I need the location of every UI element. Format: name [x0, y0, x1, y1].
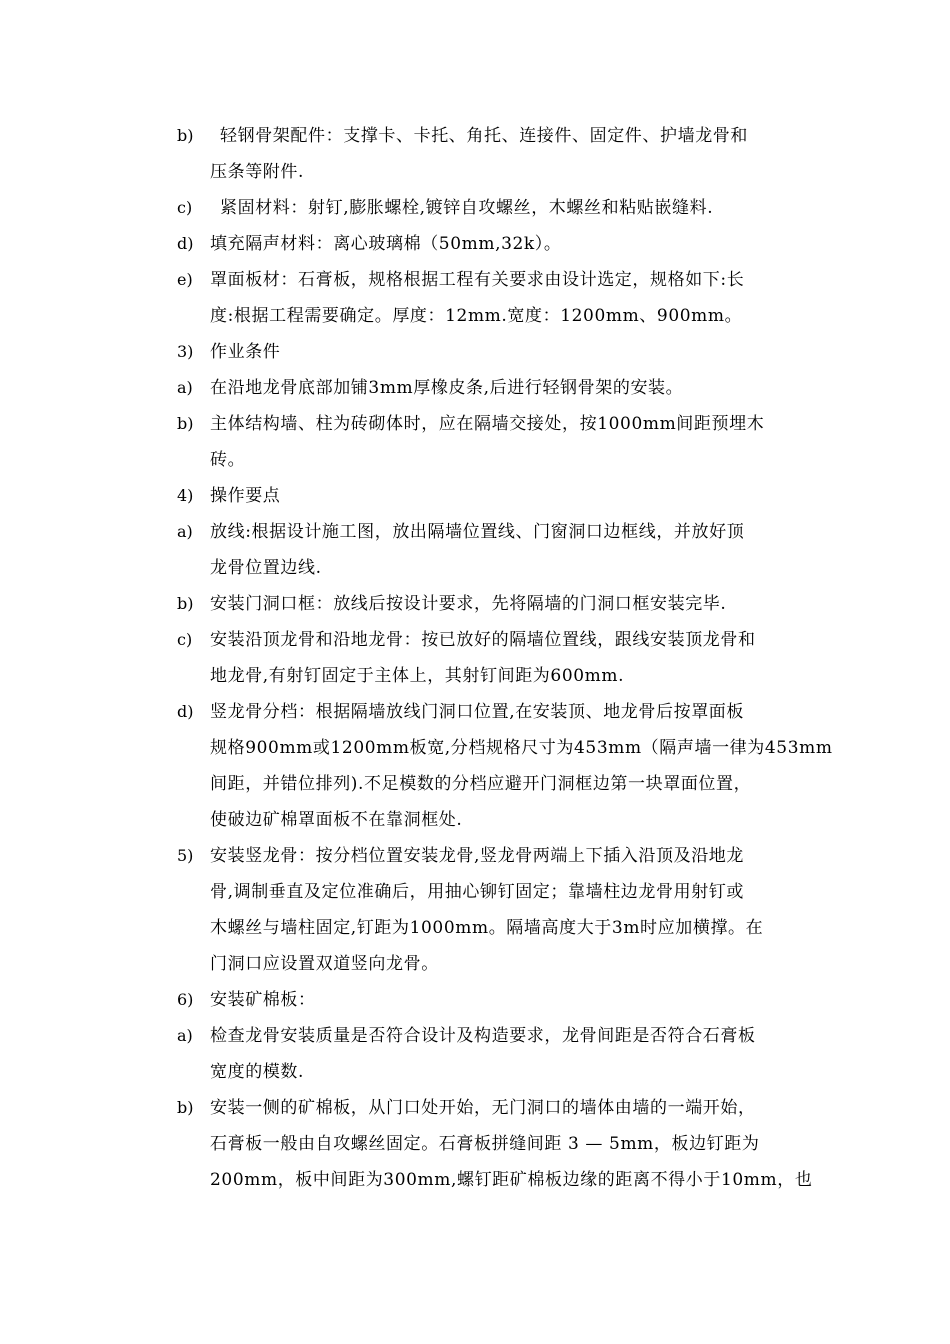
text-line: 龙骨位置边线.	[210, 558, 322, 578]
text-line: 填充隔声材料：离心玻璃棉（50mm,32k）。	[210, 234, 562, 254]
list-item-text	[210, 190, 810, 226]
text-line: 紧固材料：射钉,膨胀螺栓,镀锌自攻螺丝，木螺丝和粘贴嵌缝料.	[220, 198, 714, 218]
list-item-text	[210, 406, 810, 478]
text-line: 作业条件	[210, 342, 281, 362]
list-item-text	[210, 1090, 813, 1198]
list-item	[0, 622, 950, 694]
list-item-text	[210, 370, 810, 406]
text-line: 安装竖龙骨：按分档位置安装龙骨,竖龙骨两端上下插入沿顶及沿地龙	[210, 846, 745, 866]
list-marker: 4)	[177, 486, 194, 505]
list-marker: 5)	[177, 846, 194, 865]
list-item-text	[210, 262, 810, 334]
list-item-text	[210, 118, 810, 190]
list-item-text	[210, 586, 810, 622]
text-line: 安装矿棉板：	[210, 990, 316, 1010]
list-item	[0, 226, 950, 262]
list-marker: a)	[177, 1026, 193, 1045]
list-item-text	[210, 982, 810, 1018]
text-line: 间距，并错位排列).不足模数的分档应避开门洞框边第一块罩面位置，	[210, 774, 752, 794]
list-item	[0, 370, 950, 406]
list-marker: b)	[177, 1098, 194, 1117]
text-line: 度:根据工程需要确定。厚度：12mm.宽度：1200mm、900mm。	[210, 306, 743, 326]
text-line: 罩面板材：石膏板，规格根据工程有关要求由设计选定，规格如下:长	[210, 270, 745, 290]
text-line: 压条等附件.	[210, 162, 305, 182]
text-line: 使破边矿棉罩面板不在靠洞框处.	[210, 810, 463, 830]
text-line: 石膏板一般由自攻螺丝固定。石膏板拼缝间距 3 — 5mm，板边钉距为	[210, 1134, 760, 1154]
list-marker: d)	[177, 702, 194, 721]
list-marker: c)	[177, 630, 193, 649]
text-line: 放线:根据设计施工图，放出隔墙位置线、门窗洞口边框线，并放好顶	[210, 522, 745, 542]
text-line: 砖。	[210, 450, 246, 470]
list-marker: b)	[177, 594, 194, 613]
text-line: 轻钢骨架配件：支撑卡、卡托、角托、连接件、固定件、护墙龙骨和	[220, 126, 748, 146]
text-line: 安装门洞口框：放线后按设计要求，先将隔墙的门洞口框安装完毕.	[210, 594, 727, 614]
text-line: 操作要点	[210, 486, 281, 506]
list-marker: a)	[177, 522, 193, 541]
list-item-text	[210, 838, 810, 982]
list-item	[0, 334, 950, 370]
list-marker: e)	[177, 270, 193, 289]
list-item	[0, 514, 950, 586]
list-item	[0, 118, 950, 190]
text-line: 主体结构墙、柱为砖砌体时，应在隔墙交接处，按1000mm间距预埋木	[210, 414, 765, 434]
list-marker: b)	[177, 126, 194, 145]
list-item	[0, 982, 950, 1018]
list-item	[0, 190, 950, 226]
list-marker: b)	[177, 414, 194, 433]
text-line: 安装沿顶龙骨和沿地龙骨：按已放好的隔墙位置线，跟线安装顶龙骨和	[210, 630, 756, 650]
text-line: 宽度的模数.	[210, 1062, 305, 1082]
list-marker: c)	[177, 198, 193, 217]
list-item	[0, 478, 950, 514]
list-marker: 6)	[177, 990, 194, 1009]
text-line: 门洞口应设置双道竖向龙骨。	[210, 954, 439, 974]
text-line: 200mm，板中间距为300mm,螺钉距矿棉板边缘的距离不得小于10mm，也	[210, 1170, 813, 1190]
list-item	[0, 262, 950, 334]
list-item	[0, 1018, 950, 1090]
text-line: 安装一侧的矿棉板，从门口处开始，无门洞口的墙体由墙的一端开始，	[210, 1098, 756, 1118]
text-line: 竖龙骨分档：根据隔墙放线门洞口位置,在安装顶、地龙骨后按罩面板	[210, 702, 745, 722]
list-marker: a)	[177, 378, 193, 397]
list-item-text	[210, 226, 810, 262]
list-item	[0, 1090, 950, 1198]
list-item-text	[210, 334, 810, 370]
text-line: 骨,调制垂直及定位准确后，用抽心铆钉固定；靠墙柱边龙骨用射钉或	[210, 882, 745, 902]
list-marker: d)	[177, 234, 194, 253]
list-item	[0, 406, 950, 478]
list-item-text	[210, 1018, 810, 1090]
text-line: 规格900mm或1200mm板宽,分档规格尺寸为453mm（隔声墙一律为453mm	[210, 738, 833, 758]
list-item	[0, 586, 950, 622]
text-line: 地龙骨,有射钉固定于主体上，其射钉间距为600mm.	[210, 666, 625, 686]
list-item	[0, 694, 950, 838]
list-item-text	[210, 694, 833, 838]
text-line: 检查龙骨安装质量是否符合设计及构造要求，龙骨间距是否符合石膏板	[210, 1026, 756, 1046]
list-marker: 3)	[177, 342, 194, 361]
text-line: 木螺丝与墙柱固定,钉距为1000mm。隔墙高度大于3m时应加横撑。在	[210, 918, 764, 938]
list-item	[0, 838, 950, 982]
text-line: 在沿地龙骨底部加铺3mm厚橡皮条,后进行轻钢骨架的安装。	[210, 378, 684, 398]
list-item-text	[210, 622, 810, 694]
list-item-text	[210, 514, 810, 586]
list-item-text	[210, 478, 810, 514]
